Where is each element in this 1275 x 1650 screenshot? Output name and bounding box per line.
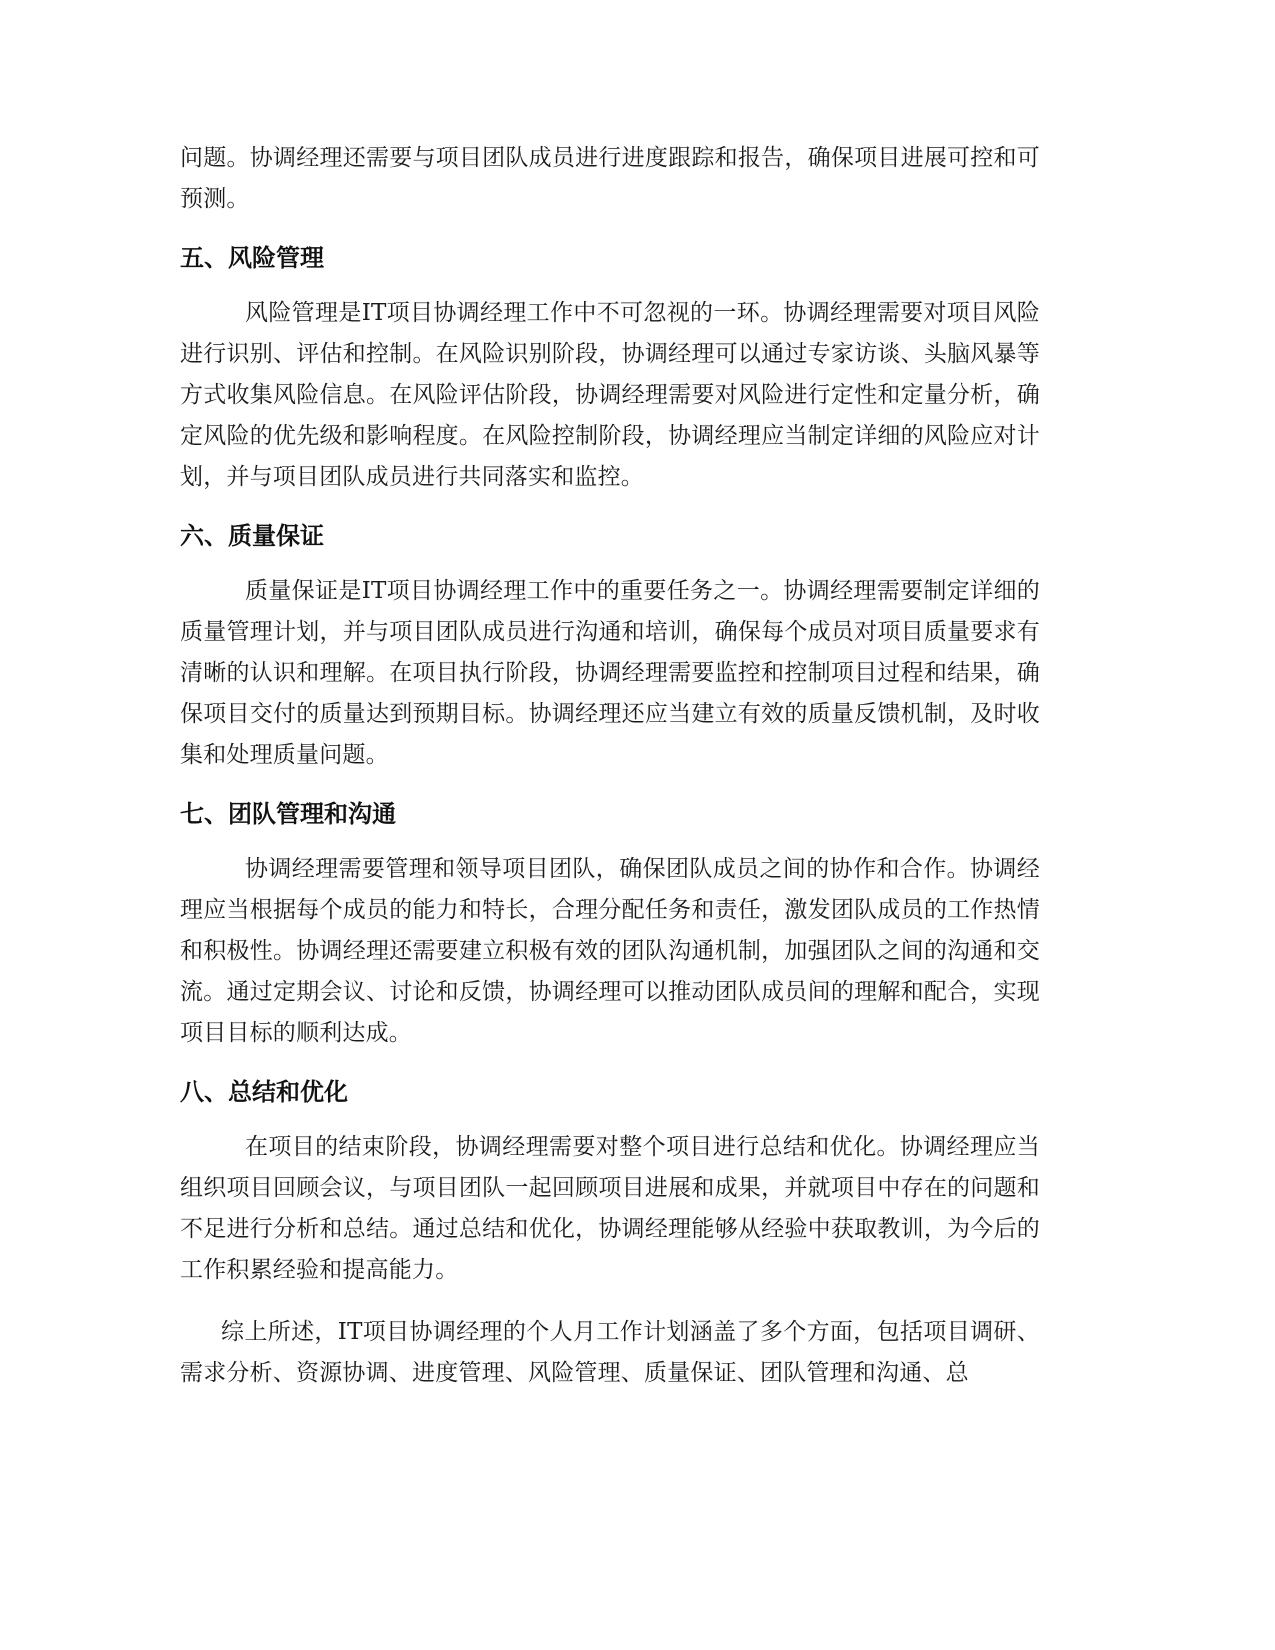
conclusion-paragraph: 综上所述，IT项目协调经理的个人月工作计划涵盖了多个方面，包括项目调研、需求分析、资源协调、进度管理、风险管理、质量保证、团队管理和沟通、总	[180, 1319, 1040, 1386]
section-paragraph-risk: 风险管理是IT项目协调经理工作中不可忽视的一环。协调经理需要对项目风险进行识别、评估和控制。在风险识别阶段，协调经理可以通过专家访谈、头脑风暴等方式收集风险信息。在风险评估阶段，协调经理需要对风险进行定性和定量分析，确定风险的优先级和影响程度。在风险控制阶段，协调经理应当制定详细的风险应对计划，并与项目团队成员进行共同落实和监控。	[180, 300, 1040, 490]
document-body	[180, 138, 1040, 1394]
section-heading-risk: 五、风险管理	[180, 244, 324, 272]
section-paragraph-quality: 质量保证是IT项目协调经理工作中的重要任务之一。协调经理需要制定详细的质量管理计划，并与项目团队成员进行沟通和培训，确保每个成员对项目质量要求有清晰的认识和理解。在项目执行阶段，协调经理需要监控和控制项目过程和结果，确保项目交付的质量达到预期目标。协调经理还应当建立有效的质量反馈机制，及时收集和处理质量问题。	[180, 578, 1040, 768]
section-paragraph-team: 协调经理需要管理和领导项目团队，确保团队成员之间的协作和合作。协调经理应当根据每个成员的能力和特长，合理分配任务和责任，激发团队成员的工作热情和积极性。协调经理还需要建立积极有效的团队沟通机制，加强团队之间的沟通和交流。通过定期会议、讨论和反馈，协调经理可以推动团队成员间的理解和配合，实现项目目标的顺利达成。	[180, 856, 1040, 1046]
section-heading-quality: 六、质量保证	[180, 522, 324, 550]
intro-continuation-paragraph: 问题。协调经理还需要与项目团队成员进行进度跟踪和报告，确保项目进展可控和可预测。	[180, 145, 1040, 212]
section-paragraph-summary-optimization: 在项目的结束阶段，协调经理需要对整个项目进行总结和优化。协调经理应当组织项目回顾会议，与项目团队一起回顾项目进展和成果，并就项目中存在的问题和不足进行分析和总结。通过总结和优化，协调经理能够从经验中获取教训，为今后的工作积累经验和提高能力。	[180, 1134, 1040, 1283]
section-heading-summary-optimization: 八、总结和优化	[180, 1078, 348, 1106]
section-heading-team: 七、团队管理和沟通	[180, 800, 396, 828]
